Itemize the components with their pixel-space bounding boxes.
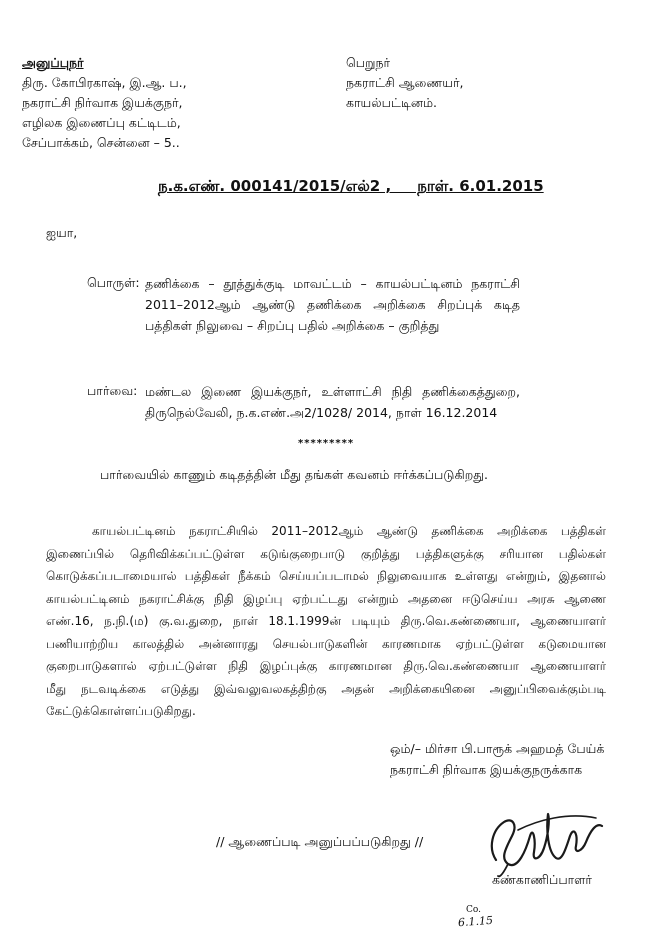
subject-label: பொருள்:: [87, 275, 140, 290]
signatory-title: நகராட்சி நிர்வாக இயக்குநருக்காக: [390, 762, 583, 777]
intro-sentence: பார்வையில் காணும் கடிதத்தின் மீது தங்கள் கவனம் ஈர்க்கப்படுகிறது.: [100, 467, 489, 482]
body-line: குறைபாடுகளால் ஏற்பட்டுள்ள நிதி இழப்புக்கு காரணமான திரு.வெ.கண்ணையா ஆணையாளர்: [46, 659, 606, 673]
body-paragraph: [46, 520, 606, 723]
initials-date: 6.1.15: [457, 913, 494, 930]
sender-line: சேப்பாக்கம், சென்னை – 5..: [22, 135, 180, 150]
forwarded-note: // ஆணைப்படி அனுப்பப்படுகிறது //: [216, 834, 424, 849]
separator-stars: *********: [298, 438, 355, 449]
body-line: எண்.16, ந.நி.(ம) கு.வ.துறை, நாள் 18.1.1999ன் படியும் திரு.வெ.கண்ணையா, ஆணையாளர்: [46, 614, 606, 628]
signatory-name: ஒம்/– மிர்சா பி.பாரூக் அஹமத் பேய்க்: [390, 741, 605, 756]
receiver-line: நகராட்சி ஆணையர்,: [346, 75, 464, 90]
body-line: பணியாற்றிய காலத்தில் அன்னாரது செயல்பாடுகளின் காரணமாக ஏற்பட்டுள்ள கடுமையான: [46, 636, 606, 651]
reference-label: பார்வை:: [87, 383, 138, 398]
sender-block: [22, 53, 282, 153]
body-line: மீது நடவடிக்கை எடுத்து இவ்வலுவலகத்திற்கு அதன் அறிக்கையினை அனுப்பிவைக்கும்படி: [46, 681, 606, 696]
signatory-block: [390, 738, 604, 780]
body-line: கேட்டுக்கொள்ளப்படுகிறது.: [46, 704, 196, 718]
sender-line: எழிலக இணைப்பு கட்டிடம்,: [22, 115, 181, 130]
receiver-block: [346, 53, 626, 113]
sender-heading: அனுப்புநர்: [22, 55, 84, 70]
reference-number-line: ந.க.எண். 000141/2015/எல்2 , நாள். 6.01.2015: [158, 177, 544, 195]
body-line: இணைப்பில் தெரிவிக்கப்பட்டுள்ள கடுங்குறைபாடு குறித்து பத்திகளுக்கு சரியான பதில்கள்: [46, 546, 606, 561]
salutation: ஐயா,: [46, 225, 78, 240]
body-line: காயல்பட்டினம் நகராட்சிக்கு நிதி இழப்பு ஏற்பட்டது என்றும் அதனை ஈடுசெய்ய அரசு ஆணை: [46, 591, 606, 606]
subject-text: தணிக்கை – தூத்துக்குடி மாவட்டம் – காயல்பட்டினம் நகராட்சி 2011–2012ஆம் ஆண்டு தணிக்கை அறிக்கை சிறப்புக் கடித பத்திகள் நிலுவை – சிறப்பு பதில் அறிக்கை – குறித்து: [145, 276, 520, 333]
handwritten-signature: [478, 800, 608, 880]
reference-text: மண்டல இணை இயக்குநர், உள்ளாட்சி நிதி தணிக்கைத்துறை, திருநெல்வேலி, ந.க.எண்.அ2/1028/ 2014, நாள் 16.12.2014: [145, 384, 520, 420]
sender-line: நகராட்சி நிர்வாக இயக்குநர்,: [22, 95, 183, 110]
sender-line: திரு. கோபிரகாஷ், இ.ஆ. ப.,: [22, 75, 187, 90]
receiver-line: காயல்பட்டினம்.: [346, 95, 437, 110]
body-line: கொடுக்கப்படாமையால் பத்திகள் நீக்கம் செய்யப்படாமல் நிலுவையாக உள்ளது என்றும், இதனால்: [46, 569, 606, 583]
receiver-heading: பெறுநர்: [346, 55, 391, 70]
body-line: காயல்பட்டினம் நகராட்சியில் 2011–2012ஆம் ஆண்டு தணிக்கை அறிக்கை பத்திகள்: [92, 524, 606, 538]
handwritten-initials: Co. 6.1.15: [457, 905, 494, 930]
supervisor-title: கண்காணிப்பாளர்: [492, 872, 592, 887]
